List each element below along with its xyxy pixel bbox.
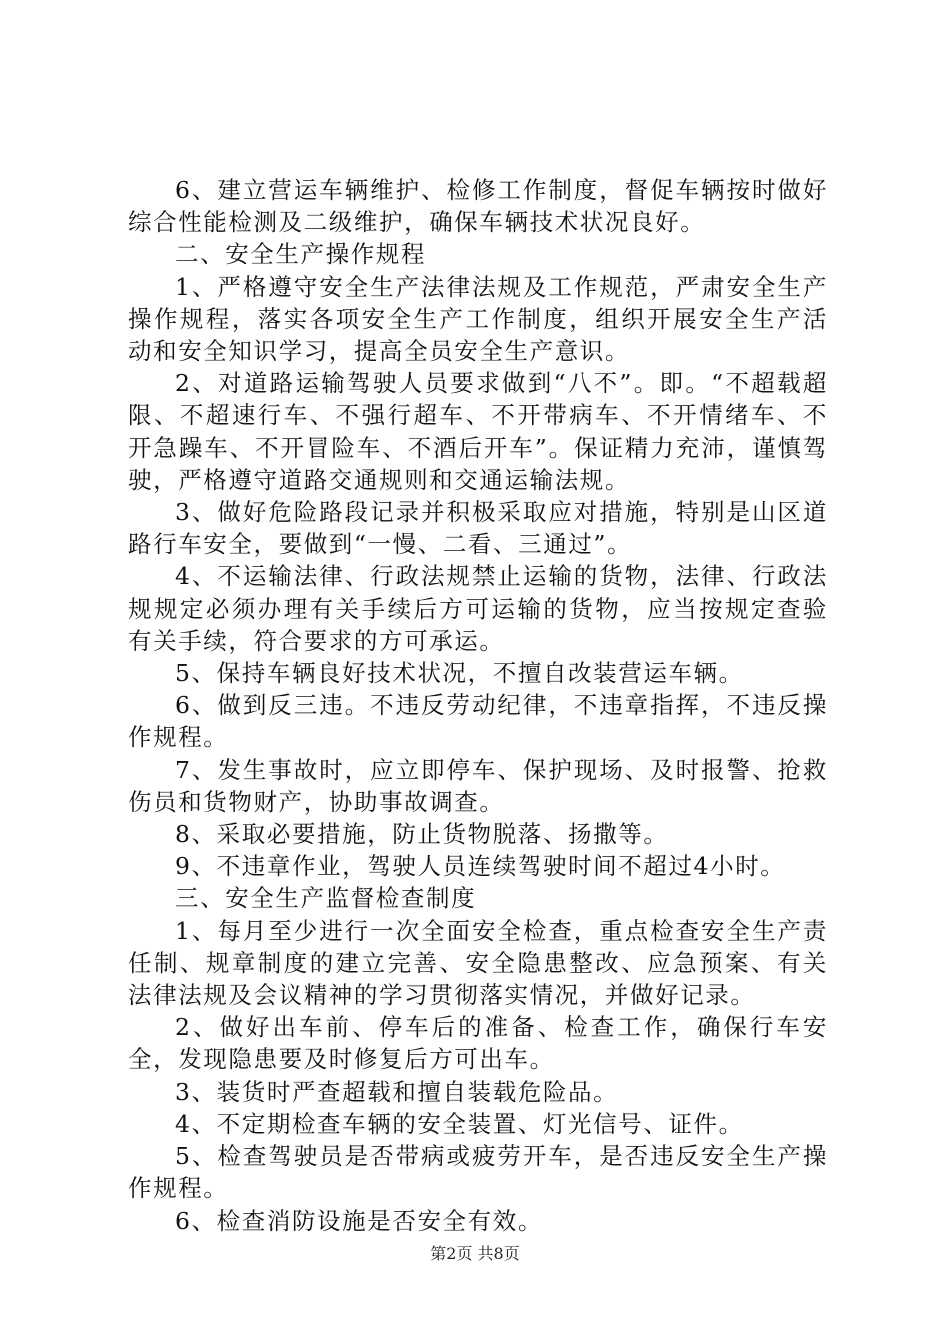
paragraph-inspection-2: 2、做好出车前、停车后的准备、检查工作，确保行车安全，发现隐患要及时修复后方可出车。	[128, 1013, 828, 1074]
paragraph-inspection-3: 3、装货时严查超载和擅自装载危险品。	[175, 1077, 619, 1106]
paragraph-rule-8: 8、采取必要措施，防止货物脱落、扬撒等。	[175, 820, 669, 849]
document-body	[128, 174, 828, 1237]
paragraph-rule-3: 3、做好危险路段记录并积极采取应对措施，特别是山区道路行车安全，要做到“一慢、二看、三通过”。	[128, 498, 828, 559]
paragraph-rule-9: 9、不违章作业，驾驶人员连续驾驶时间不超过4小时。	[175, 852, 786, 881]
section-heading-inspection: 三、安全生产监督检查制度	[175, 884, 477, 913]
page-footer: 第2页 共8页	[430, 1244, 520, 1263]
paragraph-rule-2: 2、对道路运输驾驶人员要求做到“八不”。即。“不超载超限、不超速行车、不强行超车、不开带病车、不开情绪车、不开急躁车、不开冒险车、不酒后开车”。保证精力充沛，谨慎驾驶，严格遵守道路交通规则和交通运输法规。	[128, 369, 828, 494]
paragraph-rule-7: 7、发生事故时，应立即停车、保护现场、及时报警、抢救伤员和货物财产，协助事故调查。	[128, 755, 828, 816]
paragraph-inspection-6: 6、检查消防设施是否安全有效。	[175, 1206, 543, 1235]
section-heading-operating-rules: 二、安全生产操作规程	[175, 240, 426, 269]
paragraph-rule-4: 4、不运输法律、行政法规禁止运输的货物，法律、行政法规规定必须办理有关手续后方可运输的货物，应当按规定查验有关手续，符合要求的方可承运。	[128, 562, 828, 655]
paragraph-inspection-4: 4、不定期检查车辆的安全装置、灯光信号、证件。	[175, 1109, 744, 1138]
paragraph-inspection-5: 5、检查驾驶员是否带病或疲劳开车，是否违反安全生产操作规程。	[128, 1142, 828, 1203]
paragraph-rule-6: 6、做到反三违。不违反劳动纪律，不违章指挥，不违反操作规程。	[128, 691, 828, 752]
paragraph-inspection-1: 1、每月至少进行一次全面安全检查，重点检查安全生产责任制、规章制度的建立完善、安全隐患整改、应急预案、有关法律法规及会议精神的学习贯彻落实情况，并做好记录。	[128, 916, 828, 1010]
paragraph-rule-5: 5、保持车辆良好技术状况，不擅自改装营运车辆。	[175, 659, 744, 688]
paragraph-rule-1: 1、严格遵守安全生产法律法规及工作规范，严肃安全生产操作规程，落实各项安全生产工作制度，组织开展安全生产活动和安全知识学习，提高全员安全生产意识。	[128, 272, 828, 366]
paragraph-item-6-maintenance: 6、建立营运车辆维护、检修工作制度，督促车辆按时做好综合性能检测及二级维护，确保车辆技术状况良好。	[128, 176, 828, 237]
